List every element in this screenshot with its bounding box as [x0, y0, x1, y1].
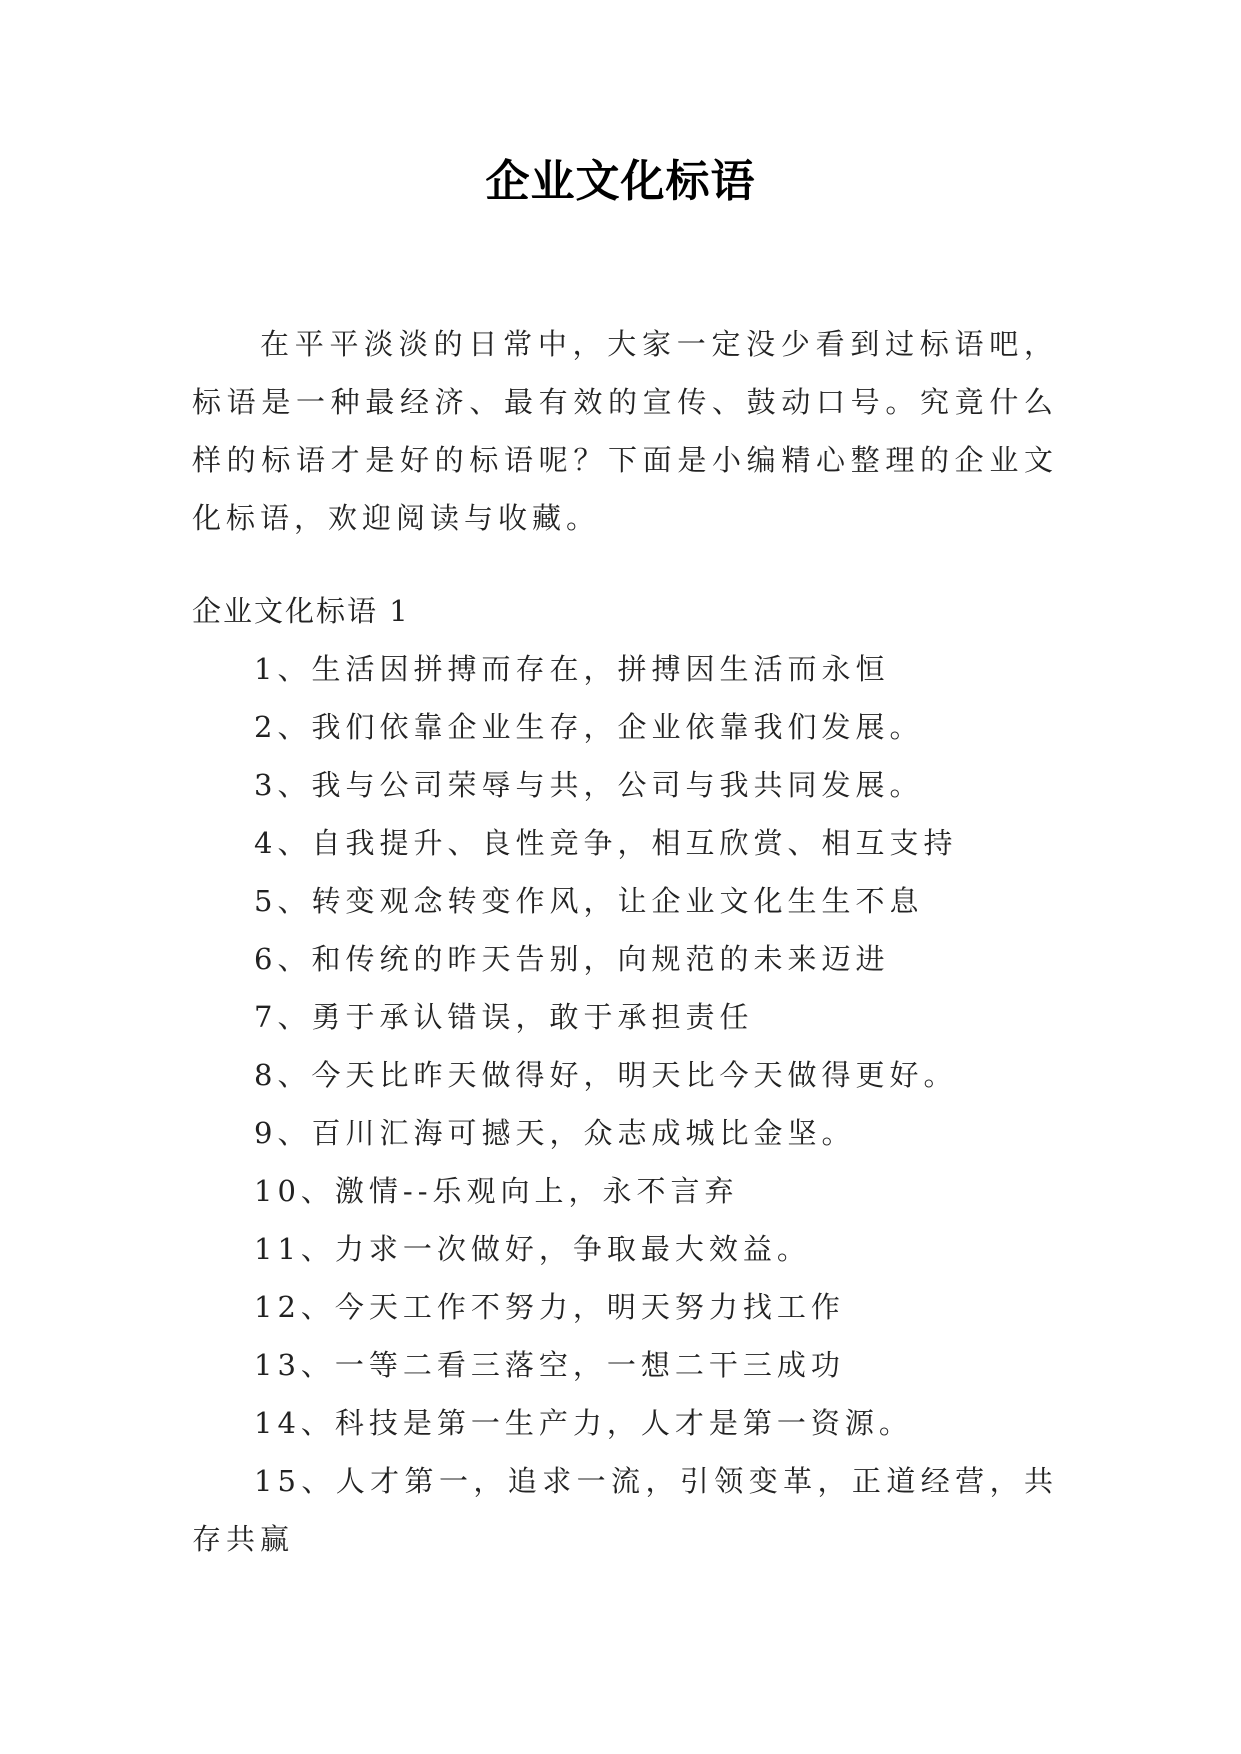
slogan-item: 6、和传统的昨天告别，向规范的未来迈进 — [254, 942, 890, 976]
slogan-item: 7、勇于承认错误，敢于承担责任 — [254, 1000, 754, 1034]
slogan-item: 3、我与公司荣辱与共，公司与我共同发展。 — [254, 768, 924, 802]
slogan-item: 5、转变观念转变作风，让企业文化生生不息 — [254, 884, 924, 918]
slogan-item: 8、今天比昨天做得好，明天比今天做得更好。 — [254, 1058, 958, 1092]
slogan-item: 13、一等二看三落空，一想二干三成功 — [254, 1348, 845, 1382]
slogan-list — [192, 640, 1058, 1568]
slogan-item: 10、激情--乐观向上，永不言弃 — [254, 1174, 739, 1208]
slogan-item: 9、百川汇海可撼天，众志成城比金坚。 — [254, 1116, 856, 1150]
slogan-item: 2、我们依靠企业生存，企业依靠我们发展。 — [254, 710, 924, 744]
slogan-item: 12、今天工作不努力，明天努力找工作 — [254, 1290, 845, 1324]
intro-paragraph: 在平平淡淡的日常中，大家一定没少看到过标语吧，标语是一种最经济、最有效的宣传、鼓动口号。究竟什么样的标语才是好的标语呢？下面是小编精心整理的企业文化标语，欢迎阅读与收藏。 — [192, 327, 1058, 535]
section-heading: 企业文化标语 1 — [192, 594, 410, 628]
slogan-item: 14、科技是第一生产力，人才是第一资源。 — [254, 1406, 913, 1440]
document-title: 企业文化标语 — [485, 156, 756, 207]
slogan-item: 1、生活因拼搏而存在，拼搏因生活而永恒 — [254, 652, 890, 686]
slogan-item: 15、人才第一，追求一流，引领变革，正道经营，共存共赢 — [192, 1464, 1058, 1556]
slogan-item: 11、力求一次做好，争取最大效益。 — [254, 1232, 811, 1266]
slogan-item: 4、自我提升、良性竞争，相互欣赏、相互支持 — [254, 826, 958, 860]
